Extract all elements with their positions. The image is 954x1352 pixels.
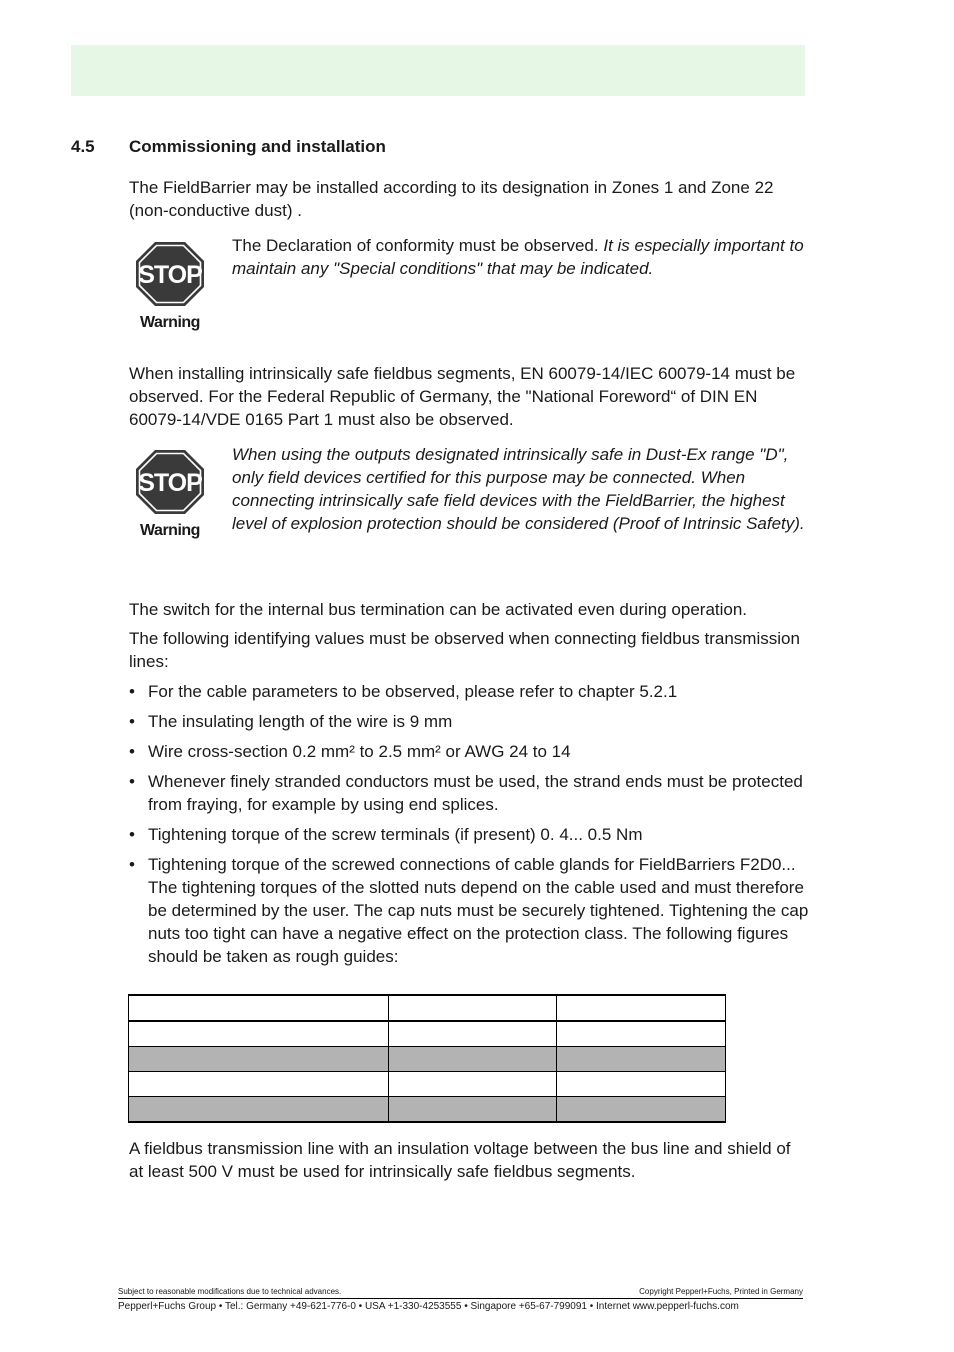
- list-item: • The insulating length of the wire is 9 mm: [129, 712, 453, 731]
- list-item: • Tightening torque of the screw terminals (if present) 0. 4... 0.5 Nm: [129, 825, 643, 844]
- table-row: [129, 1097, 726, 1123]
- header-band: [71, 45, 805, 96]
- table-cell: [557, 1021, 726, 1047]
- table-row: [129, 1072, 726, 1097]
- table-cell: [388, 1047, 557, 1072]
- warning-label: Warning: [140, 522, 200, 539]
- section-title: Commissioning and installation: [129, 137, 386, 156]
- table-cell: [557, 995, 726, 1021]
- svg-text:STOP: STOP: [138, 469, 202, 497]
- table-cell: [557, 1072, 726, 1097]
- intro-paragraph: The FieldBarrier may be installed according to its designation in Zones 1 and Zone 22 (non-conductive dust) .: [129, 178, 774, 220]
- torque-note: The tightening torques of the slotted nuts depend on the cable used and must therefore be determined by the user. The cap nuts must be securely tightened. Tightening the cap nuts too tight can have a negative effect on the protection class. The following figures should be taken as rough guides:: [148, 878, 809, 966]
- table-row: [129, 1021, 726, 1047]
- table-cell: [557, 1047, 726, 1072]
- table-row: [129, 995, 726, 1021]
- requirements-list: [129, 680, 809, 975]
- footer-copyright: Copyright Pepperl+Fuchs, Printed in Germany: [639, 1287, 803, 1296]
- list-item: • For the cable parameters to be observed, please refer to chapter 5.2.1: [129, 682, 678, 701]
- table-cell: [129, 1021, 389, 1047]
- table-cell: [388, 1097, 557, 1123]
- table-cell: [129, 1097, 389, 1123]
- section-number: 4.5: [71, 137, 95, 156]
- footer-contact: Pepperl+Fuchs Group • Tel.: Germany +49-621-776-0 • USA +1-330-4253555 • Singapore +65-67-799091 • Internet www.pepperl-fuchs.com: [118, 1301, 739, 1312]
- footer-disclaimer: Subject to reasonable modifications due to technical advances.: [118, 1287, 342, 1296]
- table-row: [129, 1047, 726, 1072]
- torque-table: [128, 994, 726, 1123]
- warning-1-normal: The Declaration of conformity must be observed.: [232, 236, 604, 255]
- table-cell: [388, 1021, 557, 1047]
- warning-1-badge: [135, 241, 205, 332]
- warning-1-italic: It is especially important to maintain any "Special conditions" that may be indicated.: [232, 236, 804, 278]
- list-item: • Whenever finely stranded conductors must be used, the strand ends must be protected from fraying, for example by using end splices.: [129, 772, 803, 814]
- footer-divider: [118, 1298, 803, 1299]
- warning-1-text: [232, 234, 807, 280]
- stop-sign-icon: [135, 241, 205, 307]
- table-cell: [129, 1072, 389, 1097]
- table-cell: [129, 1047, 389, 1072]
- warning-2-text: When using the outputs designated intrinsically safe in Dust-Ex range "D", only field devices certified for this purpose may be connected. When connecting intrinsically safe field devices with the FieldBarrier, the highest level of explosion protection should be considered (Proof of Intrinsic Safety).: [232, 445, 805, 533]
- warning-label: Warning: [140, 314, 200, 331]
- values-paragraph: The following identifying values must be observed when connecting fieldbus transmission lines:: [129, 629, 800, 671]
- stop-sign-icon: [135, 449, 205, 515]
- insulation-paragraph: A fieldbus transmission line with an insulation voltage between the bus line and shield of at least 500 V must be used for intrinsically safe fieldbus segments.: [129, 1139, 791, 1181]
- table-cell: [557, 1097, 726, 1123]
- svg-text:STOP: STOP: [138, 261, 202, 289]
- table-cell: [129, 995, 389, 1021]
- list-item: • Tightening torque of the screwed connections of cable glands for FieldBarriers F2D0... The tightening torques of the slotted nuts depend on the cable used and must therefore be determined by the user. The cap nuts must be securely tightened. Tightening the cap nuts too tight can have a negative effect on the protection class. The following figures should be taken as rough guides:: [129, 855, 809, 966]
- warning-2-badge: [135, 449, 205, 540]
- table-cell: [388, 1072, 557, 1097]
- standards-paragraph: When installing intrinsically safe fieldbus segments, EN 60079-14/IEC 60079-14 must be observed. For the Federal Republic of Germany, the "National Foreword“ of DIN EN 60079-14/VDE 0165 Part 1 must also be observed.: [129, 364, 796, 429]
- switch-paragraph: The switch for the internal bus termination can be activated even during operation.: [129, 600, 748, 619]
- table-cell: [388, 995, 557, 1021]
- list-item: • Wire cross-section 0.2 mm² to 2.5 mm² or AWG 24 to 14: [129, 742, 571, 761]
